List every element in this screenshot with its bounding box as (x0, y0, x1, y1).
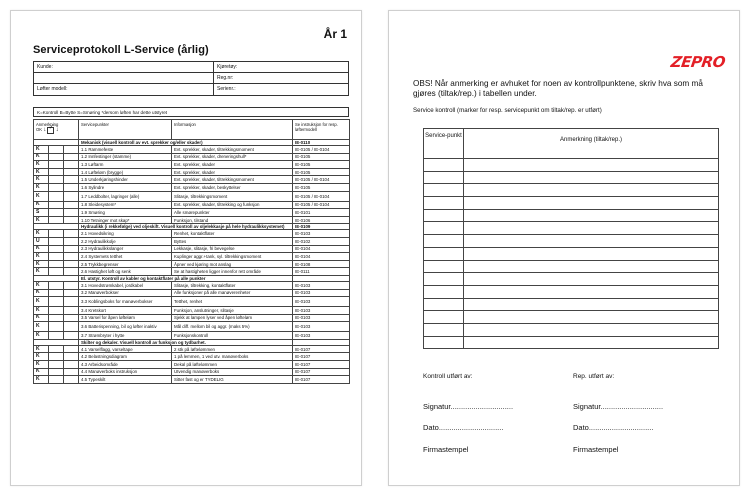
se-instruksjon-header: Se instruksjon for resp. løftermodell (293, 120, 350, 140)
service-info: Slitasje, tiltrekkingsmoment (172, 191, 293, 201)
service-point: 1.9 Smøring (79, 209, 172, 217)
anmerkning-checkbox[interactable] (49, 345, 64, 353)
service-code: K (34, 153, 49, 161)
anmerkning-checkbox[interactable] (49, 353, 64, 361)
service-point: 1.7 Leddbolter, lagringer (alle) (79, 191, 172, 201)
arrow-down-icon: ↓ (55, 127, 59, 133)
ok-checkbox[interactable] (64, 289, 79, 297)
service-code: K (34, 183, 49, 191)
ok-checkbox[interactable] (64, 209, 79, 217)
ok-checkbox[interactable] (64, 191, 79, 201)
remark-anmerkning-cell[interactable] (464, 247, 719, 260)
service-code: K (34, 322, 49, 332)
remark-row (424, 159, 719, 172)
service-info: Alle smørepunkter (172, 209, 293, 217)
remark-servicepunkt-cell[interactable] (424, 323, 464, 336)
ok-checkbox[interactable] (64, 345, 79, 353)
legend-line: K=Kontroll B=Bytte S=Smøring *dersom løften har dette utstyret (33, 107, 349, 117)
remark-row (424, 247, 719, 260)
table-row (34, 332, 350, 340)
service-ref: IE-0101 (293, 209, 350, 217)
service-info: 2 stk på løftelømmen (172, 345, 293, 353)
anmerkning-checkbox[interactable] (49, 153, 64, 161)
section-header-row (34, 224, 350, 230)
remark-anmerkning-cell[interactable] (464, 285, 719, 298)
remark-row (424, 171, 719, 184)
service-point: 2.4 Systemets tetthet (79, 253, 172, 261)
anmerkning-header: Anmerkning (tiltak/rep.) (464, 129, 719, 159)
arrow-down-icon: ↓ (43, 127, 47, 133)
section-ref: IE-0109 (293, 224, 350, 230)
table-row (34, 353, 350, 361)
service-ref: IE-0103 (293, 332, 350, 340)
service-ref: IE-0107 (293, 345, 350, 353)
page-title: Serviceprotokoll L-Service (årlig) (33, 44, 209, 56)
table-row (34, 281, 350, 289)
service-point: 3.7 Strømbryter i hytte (79, 332, 172, 340)
service-info: Tetthet, renhet (172, 297, 293, 307)
table-row (34, 183, 350, 191)
service-point: 3.4 Kretskort (79, 307, 172, 315)
service-info: Funksjon, anslutninger, slitasje (172, 307, 293, 315)
anmerkning-label: Anmerkning (36, 122, 59, 127)
remark-servicepunkt-cell[interactable] (424, 159, 464, 172)
service-info: Se at hastigheten ligger innenfor rett område (172, 268, 293, 276)
anmerkning-checkbox[interactable] (49, 332, 64, 340)
service-info: Sitter fast og er TYDELIG (172, 376, 293, 384)
service-code: K (34, 307, 49, 315)
service-ref: IE-0111 (293, 268, 350, 276)
table-row (34, 237, 350, 245)
remarks-page (388, 10, 740, 486)
service-ref: IE-0103 (293, 322, 350, 332)
remark-row (424, 336, 719, 349)
remark-servicepunkt-cell[interactable] (424, 197, 464, 210)
ok-checkbox[interactable] (64, 361, 79, 369)
ok-checkbox[interactable] (64, 168, 79, 176)
service-ref: IE-0105 / IE-0104 (293, 191, 350, 201)
service-code: K (34, 368, 49, 376)
service-code: K (34, 201, 49, 209)
table-header-row (34, 120, 350, 140)
anmerkning-checkbox[interactable] (49, 161, 64, 169)
service-code: K (34, 376, 49, 384)
anmerkning-checkbox[interactable] (49, 168, 64, 176)
service-point: 4.4 Manøverboks instruksjon (79, 368, 172, 376)
table-row (34, 307, 350, 315)
service-point: 1.6 Sylindre (79, 183, 172, 191)
table-row (34, 201, 350, 209)
informasjon-header: Informasjon (172, 120, 293, 140)
service-point: 4.5 Typeskilt (79, 376, 172, 384)
service-info: Funksjonskontroll (172, 332, 293, 340)
remark-servicepunkt-cell[interactable] (424, 311, 464, 324)
remark-anmerkning-cell[interactable] (464, 298, 719, 311)
service-point: 1.8 Sleidesystem* (79, 201, 172, 209)
service-code: K (34, 191, 49, 201)
anmerkning-checkbox[interactable] (49, 260, 64, 268)
remark-row (424, 222, 719, 235)
service-kontroll-note: Service kontroll (marker for resp. servicepunkt om tiltak/rep. er utført) (413, 107, 602, 114)
service-info: Sjekk at lampen lyser ved åpen løfteløm (172, 314, 293, 322)
service-info: Evt. sprekker, skader, beskyttelser (172, 183, 293, 191)
service-point: 2.1 Hovedsikring (79, 230, 172, 238)
section-title: Hydraulikk (i rekkefølge) ved oljeskift. Visuell kontroll av oljelekkasje på hele hydraulikksystemet) (79, 224, 293, 230)
service-point: 3.1 Hovedstrømkabel, jordkabel (79, 281, 172, 289)
table-row (34, 345, 350, 353)
service-protocol-page (10, 10, 362, 486)
service-info: Mål diff. mellom bil og aggr. (maks 5%) (172, 322, 293, 332)
ok-checkbox[interactable] (64, 322, 79, 332)
ok-label: OK (36, 127, 43, 132)
service-point: 1.3 Løftarm (79, 161, 172, 169)
ok-checkbox[interactable] (64, 176, 79, 184)
service-ref: IE-0103 (293, 314, 350, 322)
service-code: K (34, 314, 49, 322)
ok-checkbox[interactable] (64, 161, 79, 169)
anmerkning-checkbox[interactable] (49, 245, 64, 253)
remark-anmerkning-cell[interactable] (464, 323, 719, 336)
service-point: 3.3 Koblingsboks for manøverbokser (79, 297, 172, 307)
service-info: Utvendig manøverboks (172, 368, 293, 376)
remark-anmerkning-cell[interactable] (464, 171, 719, 184)
ok-checkbox[interactable] (64, 260, 79, 268)
ok-checkbox[interactable] (64, 201, 79, 209)
remark-anmerkning-cell[interactable] (464, 260, 719, 273)
service-point: 1.1 Rammefeste (79, 146, 172, 154)
service-ref: IE-0107 (293, 368, 350, 376)
service-ref: IE-0104 (293, 253, 350, 261)
anmerkning-checkbox[interactable] (49, 191, 64, 201)
anmerkning-checkbox[interactable] (49, 268, 64, 276)
ok-checkbox[interactable] (64, 353, 79, 361)
table-row (34, 253, 350, 261)
remark-row (424, 285, 719, 298)
anmerkning-checkbox[interactable] (49, 201, 64, 209)
service-info: Evt. sprekker, skader (172, 168, 293, 176)
remark-anmerkning-cell[interactable] (464, 222, 719, 235)
service-info: Åpner ved kjøring mot anslag (172, 260, 293, 268)
remark-anmerkning-cell[interactable] (464, 336, 719, 349)
firmastempel-kontroll: Firmastempel (423, 445, 469, 454)
ok-checkbox[interactable] (64, 281, 79, 289)
anmerkning-checkbox[interactable] (49, 297, 64, 307)
remarks-header-row (424, 129, 719, 159)
anmerkning-checkbox[interactable] (49, 237, 64, 245)
service-point: 1.2 Innfestinger (stamme) (79, 153, 172, 161)
anmerkning-checkbox[interactable] (49, 314, 64, 322)
service-info: Evt. sprekker, skader (172, 161, 293, 169)
service-point: 4.3 Arbeidsområde (79, 361, 172, 369)
regnr-field[interactable]: Reg.nr: (217, 75, 234, 81)
service-code: K (34, 332, 49, 340)
service-info: Lekkasje, slitasje, fri bevegelse (172, 245, 293, 253)
table-row (34, 209, 350, 217)
service-ref: IE-0107 (293, 361, 350, 369)
service-code: U (34, 237, 49, 245)
rep-utfort-label: Rep. utført av: (573, 373, 615, 380)
obs-note: OBS! Når anmerking er avhuket for noen av kontrollpunktene, skriv hva som må gjøres (tiltak/rep.) i tabellen under. (413, 79, 703, 98)
ok-checkbox[interactable] (64, 183, 79, 191)
anmerkning-checkbox[interactable] (49, 209, 64, 217)
table-row (34, 368, 350, 376)
ok-checkbox[interactable] (64, 368, 79, 376)
servicepunkt-header: Service-punkt (424, 129, 464, 159)
kunde-field[interactable]: Kunde: (34, 62, 214, 72)
table-row (34, 260, 350, 268)
service-code: K (34, 361, 49, 369)
service-point: 2.2 Hydraulikkolje (79, 237, 172, 245)
service-code: K (34, 289, 49, 297)
service-ref: IE-0102 (293, 237, 350, 245)
remark-anmerkning-cell[interactable] (464, 235, 719, 248)
service-point: 4.2 Belastningsdiagram (79, 353, 172, 361)
table-row (34, 376, 350, 384)
service-ref: IE-0103 (293, 230, 350, 238)
firmastempel-rep: Firmastempel (573, 445, 619, 454)
service-code: K (34, 353, 49, 361)
service-point: 4.1 Varselflagg, varseltape (79, 345, 172, 353)
service-ref: IE-0105 (293, 153, 350, 161)
remark-servicepunkt-cell[interactable] (424, 285, 464, 298)
ok-checkbox[interactable] (64, 307, 79, 315)
service-ref: IE-0103 (293, 297, 350, 307)
anmerkning-checkbox[interactable] (49, 368, 64, 376)
remark-row (424, 197, 719, 210)
service-info: Evt. sprekker, skader, tiltrekkingsmoment (172, 176, 293, 184)
table-row (34, 322, 350, 332)
remark-anmerkning-cell[interactable] (464, 311, 719, 324)
service-point: 3.6 Batterispenning, bil og løfter inaktiv (79, 322, 172, 332)
service-ref: IE-0105 / IE-0104 (293, 146, 350, 154)
anmerkning-checkbox[interactable] (49, 216, 64, 224)
service-point: 1.10 Tetninger mot skap* (79, 216, 172, 224)
table-row (34, 268, 350, 276)
table-row (34, 161, 350, 169)
table-row (34, 314, 350, 322)
remark-servicepunkt-cell[interactable] (424, 171, 464, 184)
service-ref: IE-0103 (293, 281, 350, 289)
service-code: K (34, 253, 49, 261)
remark-servicepunkt-cell[interactable] (424, 209, 464, 222)
service-ref: IE-0103 (293, 289, 350, 297)
service-ref: IE-0107 (293, 353, 350, 361)
service-code: K (34, 176, 49, 184)
service-code: K (34, 230, 49, 238)
table-row (34, 216, 350, 224)
ok-checkbox[interactable] (64, 314, 79, 322)
remark-row (424, 323, 719, 336)
service-code: K (34, 216, 49, 224)
remarks-table (423, 128, 719, 349)
service-info: 1 på lemmen, 1 ved utv. manøverboks (172, 353, 293, 361)
service-code: K (34, 168, 49, 176)
section-title: Skilter og dekaler. Visuell kontroll av funksjon og tydbarhet. (79, 339, 293, 345)
service-info: Evt. sprekker, skader, tiltrekkingsmoment (172, 146, 293, 154)
remark-row (424, 273, 719, 286)
ok-checkbox[interactable] (64, 216, 79, 224)
remark-anmerkning-cell[interactable] (464, 184, 719, 197)
service-ref: IE-0105 (293, 161, 350, 169)
service-code: K (34, 281, 49, 289)
service-ref: IE-0105 (293, 168, 350, 176)
ok-checkbox[interactable] (64, 297, 79, 307)
service-ref: IE-0108 (293, 260, 350, 268)
remark-row (424, 235, 719, 248)
remark-row (424, 209, 719, 222)
service-ref: IE-0105 (293, 183, 350, 191)
remark-anmerkning-cell[interactable] (464, 273, 719, 286)
table-row (34, 153, 350, 161)
service-code: K (34, 268, 49, 276)
checkmark-icon (47, 127, 54, 134)
customer-header-box (33, 61, 349, 96)
ok-checkbox[interactable] (64, 332, 79, 340)
table-row (34, 289, 350, 297)
table-row (34, 361, 350, 369)
remark-servicepunkt-cell[interactable] (424, 273, 464, 286)
service-info: Renhet, kontaktflater (172, 230, 293, 238)
service-info: Kuplinger aggr.+tank, syl. tiltrekkingsmoment (172, 253, 293, 261)
service-info: Slitasje, tiltrekking, kontaktflater (172, 281, 293, 289)
table-row (34, 230, 350, 238)
service-ref: IE-0103 (293, 307, 350, 315)
section-header-row (34, 140, 350, 146)
remark-row (424, 298, 719, 311)
anmerkning-checkbox[interactable] (49, 146, 64, 154)
service-table (33, 119, 350, 384)
serienr-field[interactable]: Serienr.: (217, 86, 236, 92)
ok-checkbox[interactable] (64, 153, 79, 161)
service-info: Dekal på løftelømmen (172, 361, 293, 369)
remark-servicepunkt-cell[interactable] (424, 336, 464, 349)
section-ref: IE-0110 (293, 140, 350, 146)
anmerkning-checkbox[interactable] (49, 253, 64, 261)
ok-checkbox[interactable] (64, 376, 79, 384)
service-point: 1.5 Underkjøringshinder (79, 176, 172, 184)
zepro-logo: ZEPRO (669, 53, 727, 71)
kontroll-utfort-label: Kontroll utført av: (423, 373, 473, 380)
service-point: 3.2 Manøverbokser (79, 289, 172, 297)
service-info: Evt. sprekker, skader, dreneringshull* (172, 153, 293, 161)
anmerkning-checkbox[interactable] (49, 289, 64, 297)
kjoretoy-field[interactable]: Kjøretøy: (217, 64, 238, 70)
remark-servicepunkt-cell[interactable] (424, 222, 464, 235)
ok-checkbox[interactable] (64, 146, 79, 154)
ok-checkbox[interactable] (64, 245, 79, 253)
table-row (34, 297, 350, 307)
anmerkning-checkbox[interactable] (49, 281, 64, 289)
remark-row (424, 260, 719, 273)
ok-checkbox[interactable] (64, 268, 79, 276)
anmerkning-ok-header (34, 120, 79, 140)
service-code: K (34, 245, 49, 253)
service-code: K (34, 260, 49, 268)
signatur-field-kontroll[interactable]: Signatur.............................. (423, 402, 514, 411)
section-title: Mekanisk (visuell kontroll av evt. sprekker og/eller skader) (79, 140, 293, 146)
service-code: K (34, 297, 49, 307)
remark-servicepunkt-cell[interactable] (424, 260, 464, 273)
kunde-field-extra[interactable] (34, 73, 214, 83)
service-info: Evt. sprekker, skader, tiltrekking og funksjon (172, 201, 293, 209)
table-row (34, 245, 350, 253)
ok-checkbox[interactable] (64, 230, 79, 238)
service-ref: IE-0105 / IE-0104 (293, 176, 350, 184)
signatur-field-rep[interactable]: Signatur.............................. (573, 402, 664, 411)
year-label: År 1 (323, 27, 347, 41)
table-row (34, 146, 350, 154)
remark-anmerkning-cell[interactable] (464, 197, 719, 210)
ok-checkbox[interactable] (64, 253, 79, 261)
service-info: Alle funksjoner på alle manøverenheter (172, 289, 293, 297)
service-code: K (34, 146, 49, 154)
service-point: 2.6 Hastighet løft og senk (79, 268, 172, 276)
remark-anmerkning-cell[interactable] (464, 209, 719, 222)
remark-anmerkning-cell[interactable] (464, 159, 719, 172)
service-point: 1.4 Løfteløm (brygge) (79, 168, 172, 176)
service-ref: IE-0106 (293, 216, 350, 224)
remark-row (424, 311, 719, 324)
remark-servicepunkt-cell[interactable] (424, 298, 464, 311)
section-title: El. utstyr. Kontroll av kabler og kontaktflater på alle punkter (79, 275, 293, 281)
service-point: 3.5 Varsel for åpen løfteløm (79, 314, 172, 322)
service-code: K (34, 345, 49, 353)
service-ref: IE-0107 (293, 376, 350, 384)
service-ref: IE-0104 (293, 245, 350, 253)
table-row (34, 176, 350, 184)
anmerkning-checkbox[interactable] (49, 307, 64, 315)
remark-servicepunkt-cell[interactable] (424, 235, 464, 248)
anmerkning-checkbox[interactable] (49, 176, 64, 184)
table-row (34, 191, 350, 201)
dato-field-rep[interactable]: Dato............................... (573, 423, 654, 432)
service-ref: IE-0105 / IE-0104 (293, 201, 350, 209)
service-point: 2.3 Hydraulikkslanger (79, 245, 172, 253)
table-row (34, 168, 350, 176)
dato-field-kontroll[interactable]: Dato............................... (423, 423, 504, 432)
anmerkning-checkbox[interactable] (49, 183, 64, 191)
remark-row (424, 184, 719, 197)
anmerkning-checkbox[interactable] (49, 230, 64, 238)
service-code: K (34, 161, 49, 169)
anmerkning-checkbox[interactable] (49, 376, 64, 384)
anmerkning-checkbox[interactable] (49, 361, 64, 369)
anmerkning-checkbox[interactable] (49, 322, 64, 332)
lofter-modell-field[interactable]: Løfter modell: (34, 84, 214, 95)
remark-servicepunkt-cell[interactable] (424, 247, 464, 260)
service-point: 2.5 Trykkbegrenser (79, 260, 172, 268)
service-code: S (34, 209, 49, 217)
service-info: Funksjon, tilstand (172, 216, 293, 224)
service-info: Byttes (172, 237, 293, 245)
remark-servicepunkt-cell[interactable] (424, 184, 464, 197)
servicepunkter-header: Servicepunkter (79, 120, 172, 140)
ok-checkbox[interactable] (64, 237, 79, 245)
